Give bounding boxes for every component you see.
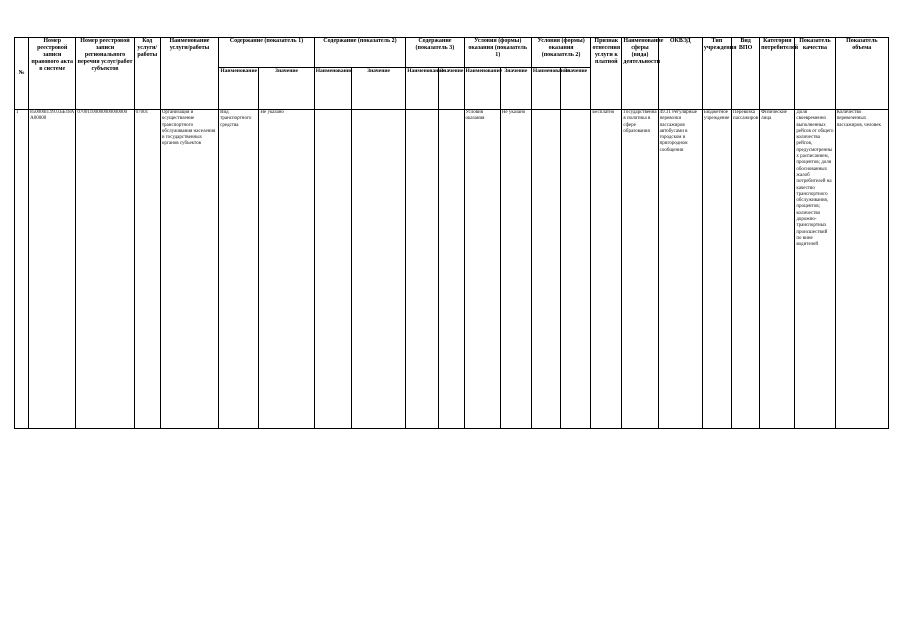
header-quality-indicators: Показатель качества xyxy=(795,38,835,110)
header-row xyxy=(15,38,889,68)
cell-payment-sign: Бесплатно xyxy=(591,110,622,429)
cell-num: 1 xyxy=(15,110,29,429)
cell-authority-type: Бюджетное учреждение xyxy=(702,110,731,429)
header-okved: ОКВЭД xyxy=(658,38,702,110)
cell-regional-list-number: 07001100000000000000 xyxy=(76,110,134,429)
cell-conditions-2-value xyxy=(561,110,591,429)
header-authority-type: Тип учреждения xyxy=(702,38,731,110)
header-conditions-1: Условия (формы) оказания (показатель 1) xyxy=(464,38,531,68)
subheader-value: Значение xyxy=(259,68,314,110)
cell-conditions-1-value: Не указано xyxy=(500,110,531,429)
registry-table xyxy=(14,37,889,429)
header-content-1: Содержание (показатель 1) xyxy=(219,38,315,68)
header-volume-indicators: Показатель объема xyxy=(835,38,888,110)
header-registry-number: Номер реестровой записи правового акта в системе xyxy=(29,38,76,110)
cell-registry-number: 850000П.99.0.ББ18АА00000 xyxy=(29,110,76,429)
subheader-value: Значение xyxy=(351,68,405,110)
cell-conditions-1-name: Условия оказания xyxy=(464,110,500,429)
cell-service-name: Организация и осуществление транспортного обслуживания населения и государственных органов субъектов xyxy=(160,110,218,429)
table-row xyxy=(15,110,889,429)
subheader-name: Наименование xyxy=(314,68,351,110)
cell-content-3-value xyxy=(439,110,464,429)
registry-sheet xyxy=(14,37,889,429)
header-num: № xyxy=(15,38,29,110)
header-service-name: Наименование услуги/работы xyxy=(160,38,218,110)
subheader-name: Наименование xyxy=(406,68,439,110)
subheader-value: Значение xyxy=(500,68,531,110)
cell-content-2-value xyxy=(351,110,405,429)
cell-content-1-value: Не указано xyxy=(259,110,314,429)
cell-service-code: 07001 xyxy=(134,110,160,429)
cell-consumer-category: Физические лица xyxy=(760,110,795,429)
header-content-3: Содержание (показатель 3) xyxy=(406,38,464,68)
cell-activity-field: Государственная политика в сфере образования xyxy=(622,110,658,429)
header-activity-field: Наименование сферы (вида) деятельности xyxy=(622,38,658,110)
cell-conditions-2-name xyxy=(531,110,560,429)
subheader-name: Наименование xyxy=(531,68,560,110)
cell-quality-indicators: Доля своевременно выполненных рейсов от общего количества рейсов, предусмотренных расписанием, процентов; доля обоснованных жалоб потребителей на качество транспортного обслуживания, процентов; количество дорожно-транспортных происшествий по вине водителей xyxy=(795,110,835,429)
subheader-value: Значение xyxy=(439,68,464,110)
cell-volume-indicators: Количество перевезенных пассажиров, человек xyxy=(835,110,888,429)
subheader-name: Наименование xyxy=(464,68,500,110)
header-regional-list-number: Номер реестровой записи регионального перечня услуг/работ субъектов xyxy=(76,38,134,110)
cell-okved: 49.31 Регулярные перевозки пассажиров автобусами в городском и пригородном сообщении xyxy=(658,110,702,429)
cell-content-3-name xyxy=(406,110,439,429)
header-conditions-2: Условия (формы) оказания (показатель 2) xyxy=(531,38,590,68)
header-payment-sign: Признак отнесения услуги к платной xyxy=(591,38,622,110)
cell-content-1-name: Вид транспортного средства xyxy=(219,110,259,429)
header-content-2: Содержание (показатель 2) xyxy=(314,38,406,68)
header-consumer-category: Категория потребителей xyxy=(760,38,795,110)
header-institution-type: Вид ВПО xyxy=(732,38,760,110)
subheader-name: Наименование xyxy=(219,68,259,110)
subheader-value: Значение xyxy=(561,68,591,110)
cell-institution-type: Перевозка пассажиров xyxy=(732,110,760,429)
cell-content-2-name xyxy=(314,110,351,429)
header-service-code: Код услуги/работы xyxy=(134,38,160,110)
